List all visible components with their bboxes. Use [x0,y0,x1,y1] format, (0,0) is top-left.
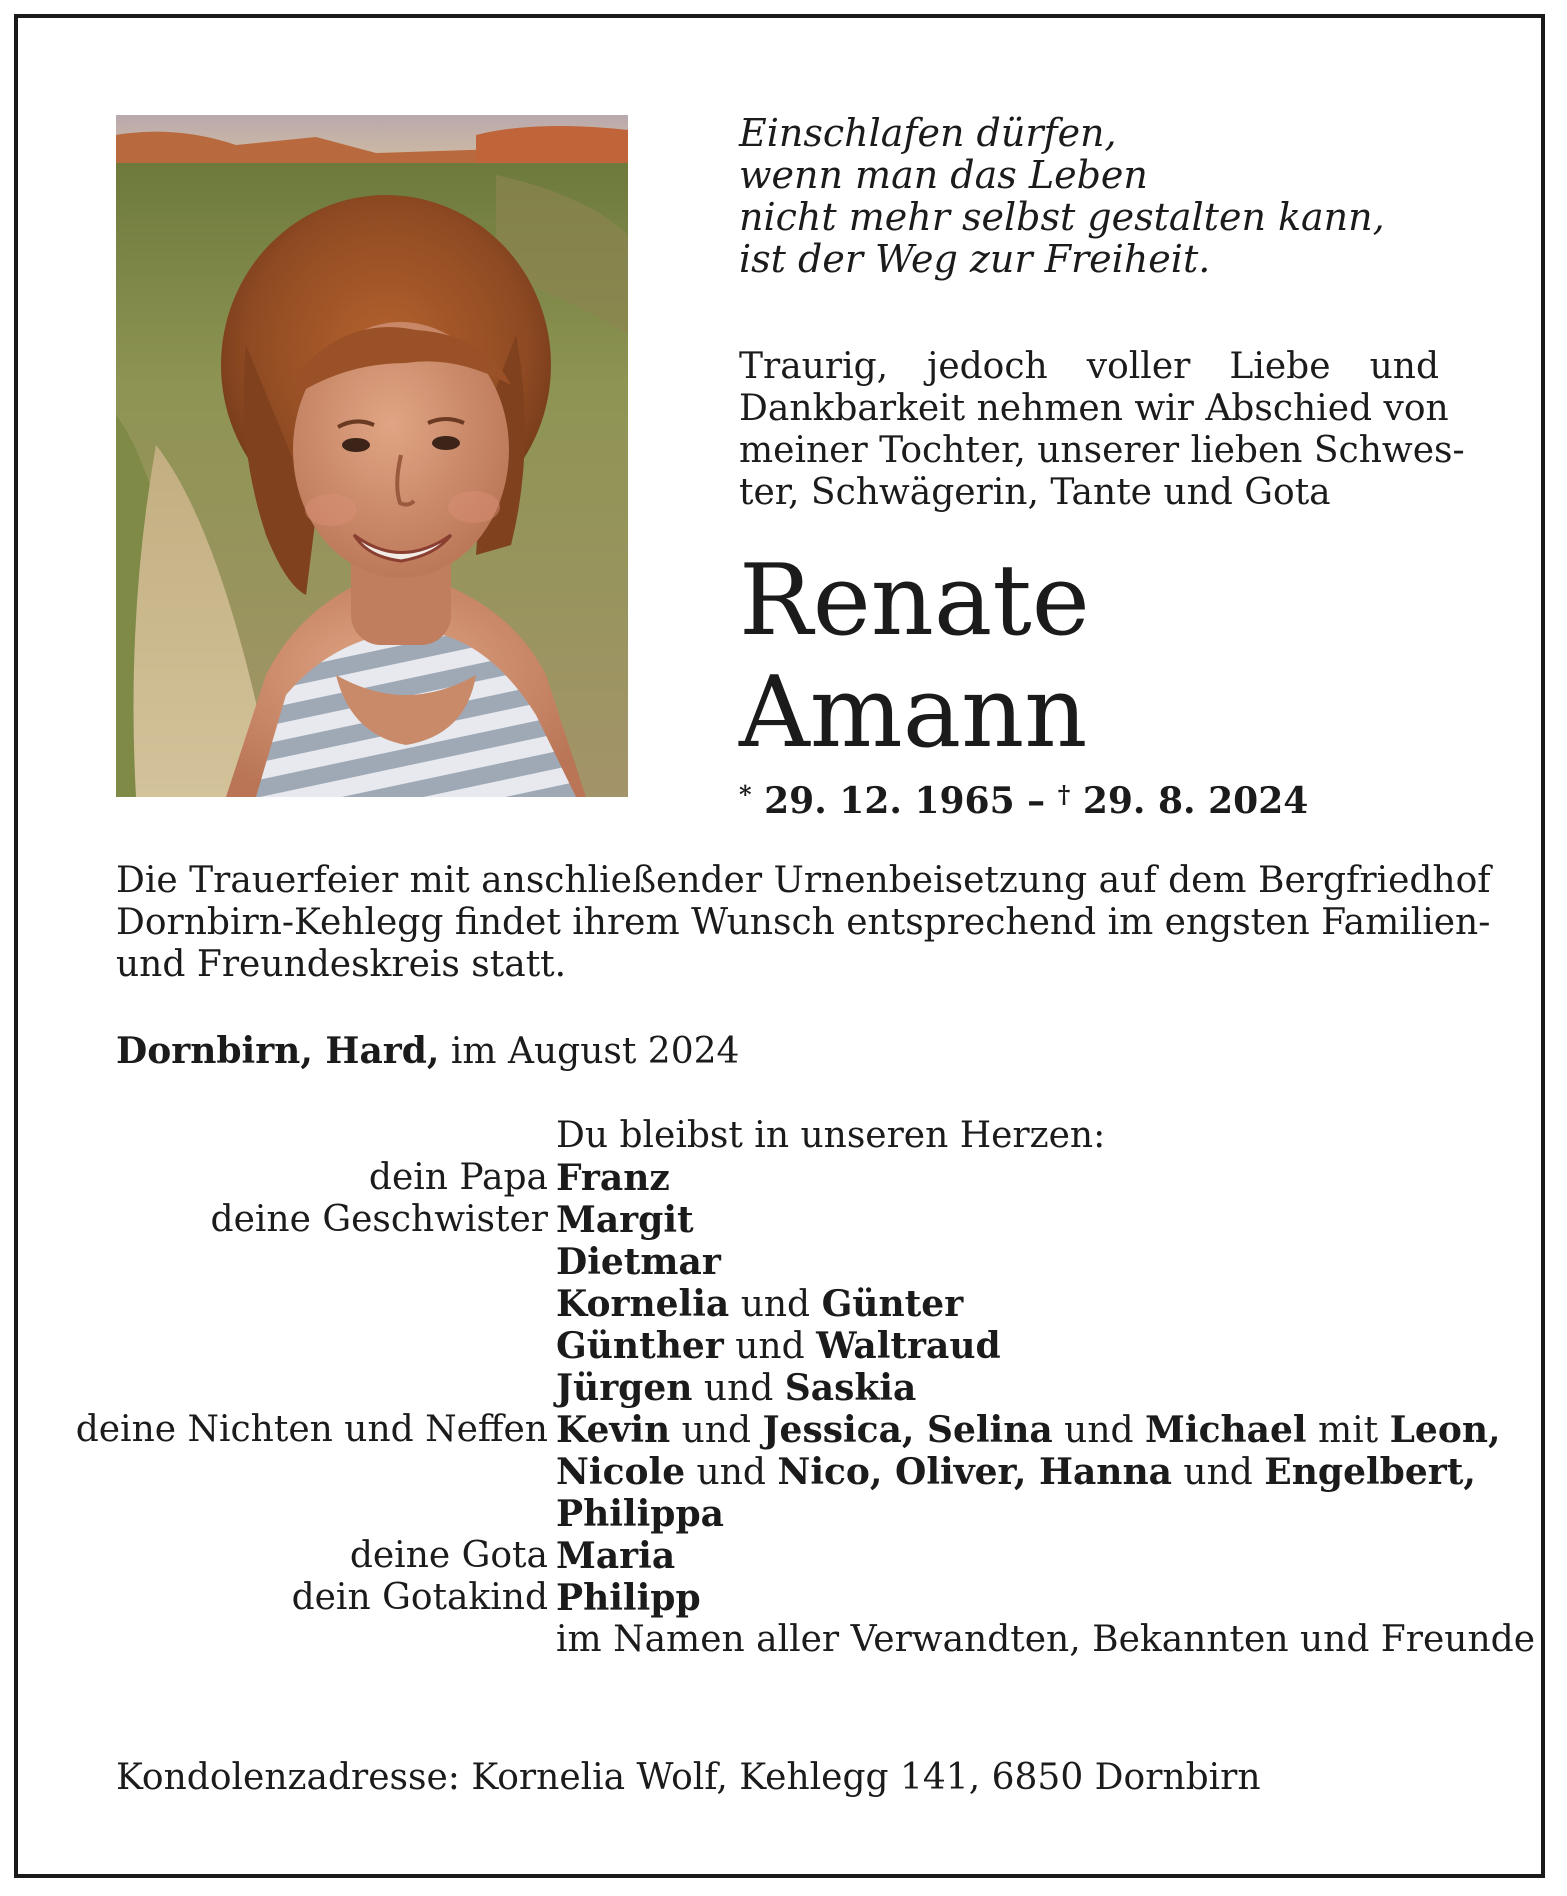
family-name: Kornelia [556,1283,730,1325]
portrait-illustration [116,115,628,797]
family-name: Jessica, Selina [762,1409,1053,1451]
family-row [0,1157,1567,1199]
family-name: Günther [556,1325,724,1367]
family-row [0,1199,1567,1241]
family-list [0,1115,1567,1661]
family-name: Philipp [556,1577,701,1619]
ceremony-text [116,860,1491,986]
role-label: dein Gotakind [291,1577,548,1618]
family-name: Günter [821,1283,964,1325]
place-month: im August 2024 [450,1031,740,1072]
date-separator: – [1014,780,1058,822]
place-date [116,1030,739,1072]
family-name: Jürgen [556,1367,693,1409]
role-label: deine Geschwister [210,1199,548,1240]
death-date: 29. 8. 2024 [1082,780,1309,822]
first-name: Renate [739,544,1090,658]
family-name: Waltraud [816,1325,1001,1367]
family-row [0,1493,1567,1535]
poem-line: ist der Weg zur Freiheit. [739,237,1211,281]
place-towns: Dornbirn, Hard, [116,1030,440,1072]
family-name: Maria [556,1535,676,1577]
family-name: Saskia [784,1367,917,1409]
life-dates [739,780,1308,822]
last-name: Amann [739,656,1088,770]
family-name: Nico, Oliver, Hanna [777,1451,1172,1493]
role-label: deine Nichten und Neffen [75,1409,548,1450]
family-row: Günther und Waltraud [556,1325,1001,1367]
family-name: Leon, [1389,1409,1501,1451]
family-row: Kornelia und Günter [556,1283,964,1325]
family-row: deine Nichten und Neffen Kevin und Jessica, Selina und Michael mit Leon, [0,1409,1567,1451]
family-name: Engelbert, [1264,1451,1476,1493]
intro-line: Dankbarkeit nehmen wir Abschied von [739,388,1449,429]
family-name: Nicole [556,1451,686,1493]
poem [739,112,1459,280]
role-label: deine Gota [349,1535,548,1576]
family-name: Franz [556,1157,670,1199]
family-closing: im Namen aller Verwandten, Bekannten und Freunde [556,1619,1536,1660]
family-row [0,1577,1567,1619]
family-name: Michael [1145,1409,1307,1451]
deceased-name [739,545,1090,769]
condolence-address: Kondolenzadresse: Kornelia Wolf, Kehlegg 141, 6850 Dornbirn [116,1757,1261,1798]
family-row [0,1115,1567,1157]
family-row [0,1535,1567,1577]
intro-line: Traurig, jedoch voller Liebe und [739,346,1439,387]
poem-line: nicht mehr selbst gestalten kann, [739,195,1385,239]
ceremony-line: und Freundeskreis statt. [116,944,567,985]
birth-symbol: * [739,780,752,809]
family-row [0,1619,1567,1661]
birth-date: 29. 12. 1965 [764,780,1015,822]
family-row [0,1241,1567,1283]
family-row: Jürgen und Saskia [556,1367,917,1409]
intro-line: meiner Tochter, unserer lieben Schwes- [739,430,1465,471]
portrait-photo [116,115,628,797]
role-label: dein Papa [368,1157,548,1198]
intro-text [739,346,1465,514]
poem-line: Einschlafen dürfen, [739,111,1117,155]
family-row: Nicole und Nico, Oliver, Hanna und Engelbert, [556,1451,1476,1493]
family-name: Dietmar [556,1241,721,1283]
intro-line: ter, Schwägerin, Tante und Gota [739,472,1331,513]
poem-line: wenn man das Leben [739,153,1148,197]
family-name: Margit [556,1199,694,1241]
family-name: Philippa [556,1493,724,1535]
ceremony-line: Dornbirn-Kehlegg findet ihrem Wunsch entsprechend im engsten Familien- [116,902,1491,943]
death-symbol: † [1057,780,1071,809]
family-name: Kevin [556,1409,671,1451]
ceremony-line: Die Trauerfeier mit anschließender Urnenbeisetzung auf dem Bergfriedhof [116,860,1491,901]
family-heading: Du bleibst in unseren Herzen: [556,1115,1106,1156]
